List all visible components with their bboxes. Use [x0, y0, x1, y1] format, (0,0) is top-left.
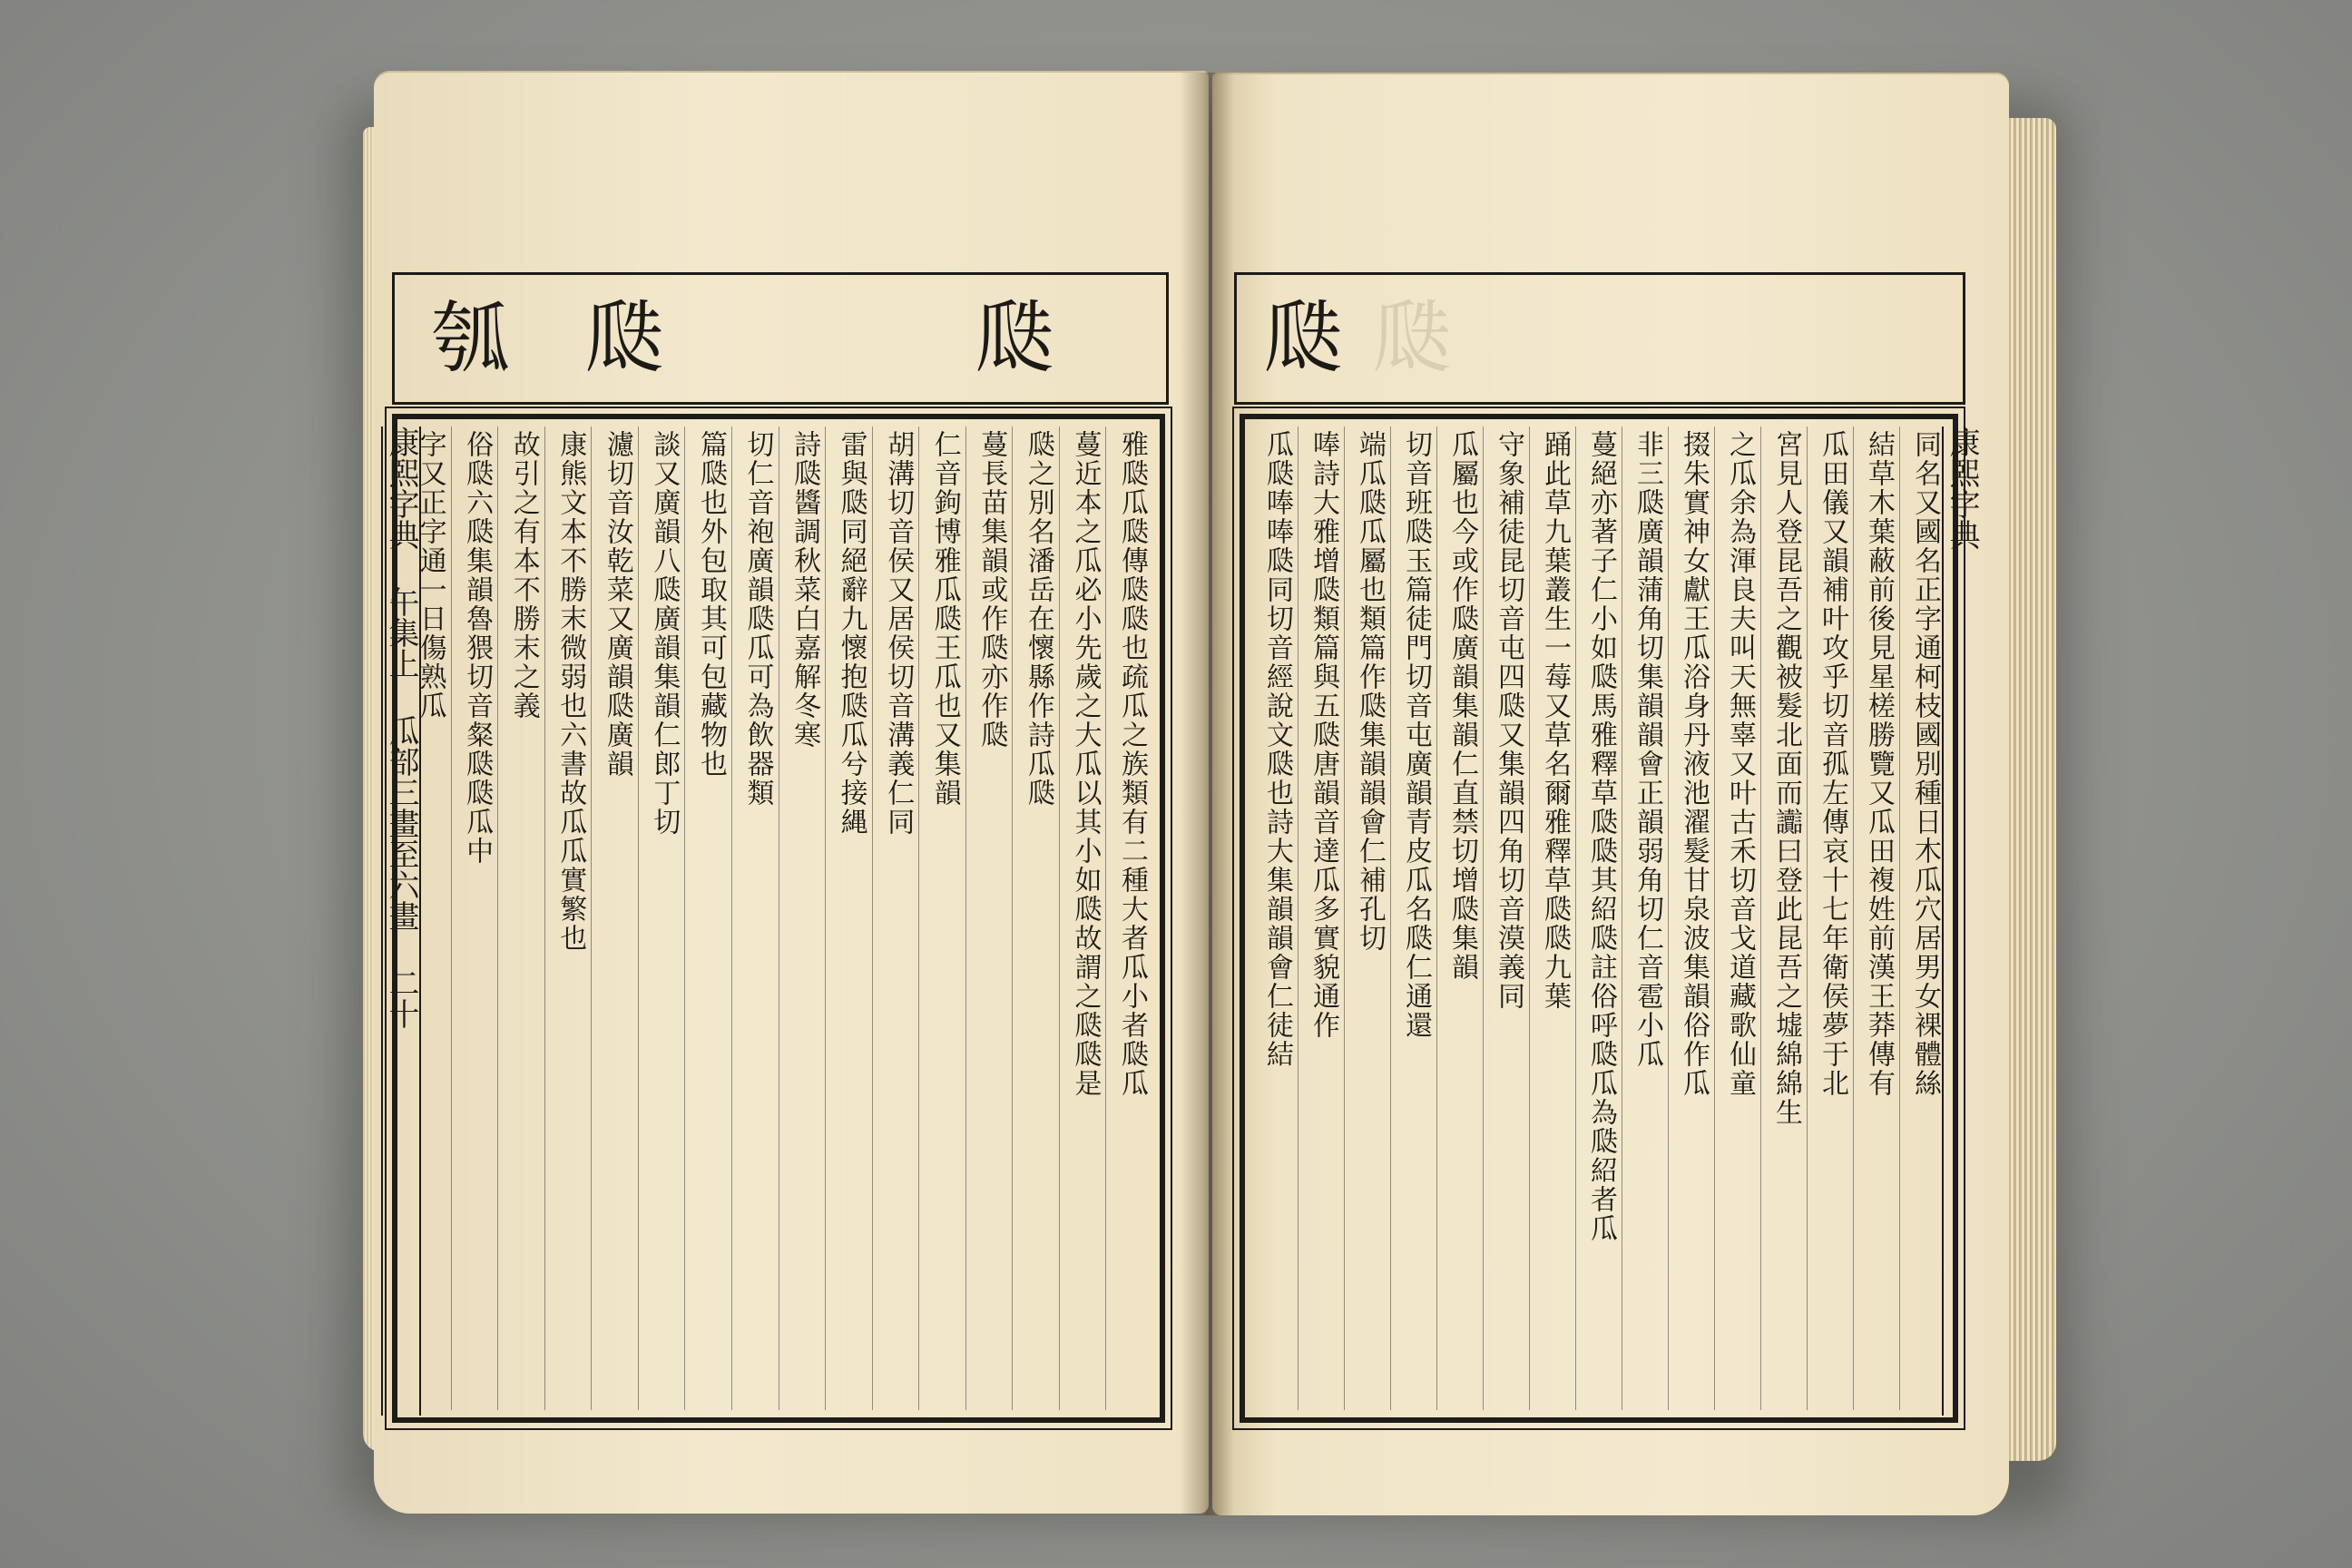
text-column: 俗瓞六瓞集韻魯猥切音粲瓞瓞瓜中 [451, 426, 498, 1410]
text-column: 篇瓞也外包取其可包藏物也 [684, 426, 731, 1410]
text-column: 同名又國名正字通柯枝國別種日木瓜穴居男女裸體絲 [1899, 426, 1945, 1410]
seal-character: 瓞 [585, 293, 663, 384]
left-fold-strip [381, 426, 421, 1416]
left-seal-script-band [392, 272, 1169, 405]
text-column: 濾切音汝乾菜又廣韻瓞廣韻 [591, 426, 638, 1410]
text-column: 康熊文本不勝末微弱也六書故瓜瓜實繁也 [544, 426, 592, 1410]
right-text-frame [1240, 414, 1958, 1423]
text-column: 踊此草九葉叢生一莓又草名爾雅釋草瓞瓞九葉 [1529, 426, 1575, 1410]
text-column: 蔓絕亦著子仁小如瓞馬雅釋草瓞瓞其紹瓞註俗呼瓞瓜為瓞紹者瓜 [1575, 426, 1622, 1410]
fold-radical: 瓜部三畫至六畫 [383, 715, 419, 931]
text-column: 瓞之別名潘岳在懷縣作詩瓜瓞 [1012, 426, 1059, 1410]
right-seal-script-band [1234, 272, 1965, 405]
text-column: 故引之有本不勝末之義 [497, 426, 544, 1410]
fold-book-title: 康熙字典 [383, 426, 419, 550]
seal-character: 瓞 [1264, 293, 1342, 384]
fold-section: 午集上 [383, 586, 419, 679]
fold-page-number: 二十 [383, 967, 419, 1029]
text-column: 切仁音袍廣韻瓞瓜可為飲器類 [731, 426, 779, 1410]
text-column: 瓜田儀又韻補叶攻乎切音孤左傳哀十七年衛侯夢于北 [1807, 426, 1853, 1410]
text-column: 雅瓞瓜瓞傳瓞瓞也疏瓜之族類有二種大者瓜小者瓞瓜 [1105, 426, 1152, 1410]
text-column: 詩瓞醬調秋菜白嘉解冬寒 [779, 426, 826, 1410]
text-column: 蔓長苗集韻或作瓞亦作瓞 [965, 426, 1013, 1410]
text-column: 瓜屬也今或作瓞廣韻集韻仁直禁切增瓞集韻 [1436, 426, 1483, 1410]
text-column: 雷與瓞同絕辭九懷抱瓞瓜兮接縄 [825, 426, 872, 1410]
seal-character-bleed: 瓞 [1373, 293, 1451, 384]
text-column: 端瓜瓞瓜屬也類篇作瓞集韻韻會仁補孔切 [1344, 426, 1390, 1410]
text-column: 唪詩大雅增瓞類篇與五瓞唐韻音達瓜多實貌通作 [1298, 426, 1344, 1410]
text-column: 非三瓞廣韻蒲角切集韻韻會正韻弱角切仁音雹小瓜 [1622, 426, 1668, 1410]
text-column: 蔓近本之瓜必小先歲之大瓜以其小如瓞故謂之瓞瓞是 [1059, 426, 1106, 1410]
text-column: 談又廣韻八瓞廣韻集韻仁郎丁切 [638, 426, 685, 1410]
right-fold-strip [1942, 426, 1980, 1416]
text-column: 仁音鉤博雅瓜瓞王瓜也又集韻 [918, 426, 965, 1410]
text-column: 胡溝切音侯又居侯切音溝義仁同 [872, 426, 919, 1410]
text-column: 守象補徒昆切音屯四瓞又集韻四角切音漠義同 [1483, 426, 1529, 1410]
left-text-frame [392, 414, 1165, 1423]
text-column: 之瓜余為渾良夫叫天無辜又叶古禾切音戈道藏歌仙童 [1714, 426, 1760, 1410]
book-gutter [1180, 73, 1234, 1515]
seal-character: 瓠 [431, 293, 509, 384]
text-column: 切音班瓞玉篇徒門切音屯廣韻青皮瓜名瓞仁通還 [1390, 426, 1436, 1410]
left-columns [405, 426, 1152, 1410]
text-column: 字又正字通一日傷熟瓜 [414, 430, 446, 720]
fold-book-title: 康熙字典 [1944, 426, 1980, 550]
right-columns [1252, 426, 1945, 1410]
text-column: 掇朱實神女獻王瓜浴身丹液池濯髮甘泉波集韻俗作瓜 [1668, 426, 1714, 1410]
seal-character: 瓞 [975, 293, 1054, 384]
text-column: 結草木葉蔽前後見星槎勝覽又瓜田複姓前漢王莽傳有 [1853, 426, 1899, 1410]
text-column: 宮見人登昆吾之觀被髮北面而讟曰登此昆吾之墟綿綿生 [1760, 426, 1807, 1410]
text-column: 瓜瓞唪唪瓞同切音經說文瓞也詩大集韻韻會仁徒結 [1261, 430, 1293, 1069]
